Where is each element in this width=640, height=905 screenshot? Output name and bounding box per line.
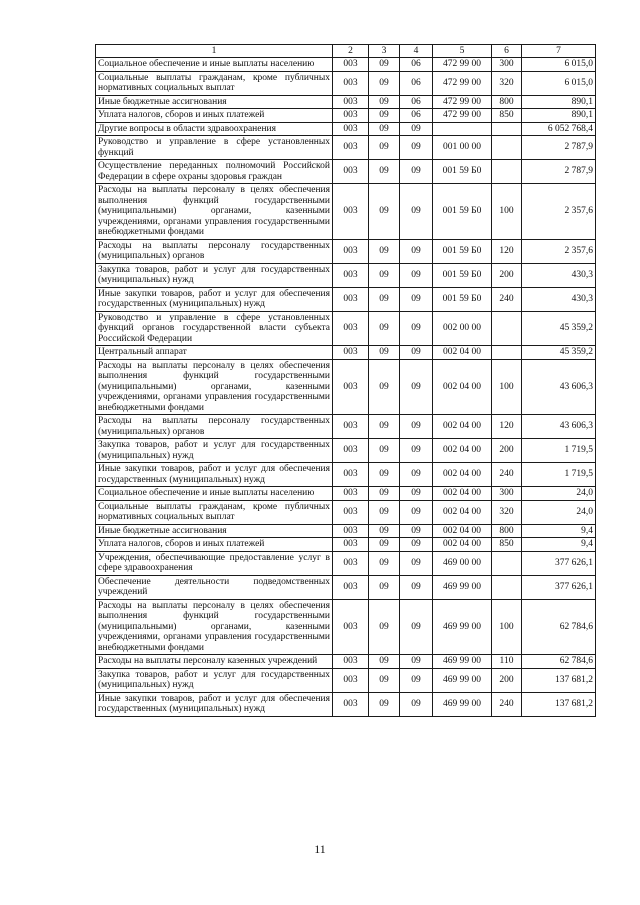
row-admin-code-cell: 003: [333, 463, 369, 487]
table-row: [96, 524, 596, 538]
row-admin-code-cell: 003: [333, 287, 369, 311]
row-section-cell: 09: [369, 346, 400, 360]
row-expense-type-cell: 850: [492, 109, 522, 123]
row-admin-code-cell: 003: [333, 109, 369, 123]
row-amount-cell: 377 626,1: [522, 575, 596, 599]
table-row: [96, 263, 596, 287]
table-row: [96, 487, 596, 501]
row-section-cell: 09: [369, 160, 400, 184]
row-amount-cell: 377 626,1: [522, 551, 596, 575]
row-target-article-cell: 472 99 00: [433, 109, 492, 123]
row-section-cell: 09: [369, 538, 400, 552]
row-admin-code-cell: 003: [333, 692, 369, 716]
row-section-cell: 09: [369, 58, 400, 72]
row-name-cell: Иные бюджетные ассигнования: [96, 95, 333, 109]
row-name-cell: Расходы на выплаты персоналу в целях обеспечения выполнения функций государственными (муниципальными) органами, казенными учреждениями, органами управления государственными внебюджетными фондами: [96, 184, 333, 240]
row-subsection-cell: 09: [400, 415, 433, 439]
row-amount-cell: 24,0: [522, 487, 596, 501]
row-expense-type-cell: 120: [492, 239, 522, 263]
row-section-cell: 09: [369, 122, 400, 136]
row-subsection-cell: 09: [400, 668, 433, 692]
row-target-article-cell: 002 04 00: [433, 415, 492, 439]
row-amount-cell: 6 052 768,4: [522, 122, 596, 136]
row-expense-type-cell: 320: [492, 71, 522, 95]
row-admin-code-cell: 003: [333, 487, 369, 501]
row-admin-code-cell: 003: [333, 136, 369, 160]
row-expense-type-cell: 240: [492, 463, 522, 487]
row-admin-code-cell: 003: [333, 263, 369, 287]
row-section-cell: 09: [369, 263, 400, 287]
row-admin-code-cell: 003: [333, 655, 369, 669]
row-amount-cell: 890,1: [522, 109, 596, 123]
row-admin-code-cell: 003: [333, 439, 369, 463]
row-target-article-cell: 001 59 Б0: [433, 239, 492, 263]
row-target-article-cell: 472 99 00: [433, 71, 492, 95]
row-subsection-cell: 09: [400, 122, 433, 136]
row-admin-code-cell: 003: [333, 538, 369, 552]
row-expense-type-cell: 800: [492, 95, 522, 109]
row-amount-cell: 62 784,6: [522, 655, 596, 669]
row-section-cell: 09: [369, 287, 400, 311]
row-name-cell: Расходы на выплаты персоналу государственных (муниципальных) органов: [96, 415, 333, 439]
row-name-cell: Социальные выплаты гражданам, кроме публичных нормативных социальных выплат: [96, 500, 333, 524]
row-name-cell: Уплата налогов, сборов и иных платежей: [96, 109, 333, 123]
row-amount-cell: 137 681,2: [522, 692, 596, 716]
table-row: [96, 692, 596, 716]
row-admin-code-cell: 003: [333, 95, 369, 109]
row-expense-type-cell: [492, 136, 522, 160]
table-row: [96, 136, 596, 160]
table-row: [96, 160, 596, 184]
row-name-cell: Центральный аппарат: [96, 346, 333, 360]
row-name-cell: Обеспечение деятельности подведомственных учреждений: [96, 575, 333, 599]
header-col-5: 5: [433, 45, 492, 58]
row-amount-cell: 2 357,6: [522, 239, 596, 263]
row-subsection-cell: 09: [400, 463, 433, 487]
row-amount-cell: 6 015,0: [522, 71, 596, 95]
row-target-article-cell: 469 99 00: [433, 575, 492, 599]
row-amount-cell: 62 784,6: [522, 599, 596, 655]
table-row: [96, 538, 596, 552]
row-expense-type-cell: 100: [492, 359, 522, 415]
row-admin-code-cell: 003: [333, 184, 369, 240]
row-section-cell: 09: [369, 500, 400, 524]
table-row: [96, 109, 596, 123]
row-admin-code-cell: 003: [333, 311, 369, 346]
table-row: [96, 575, 596, 599]
row-section-cell: 09: [369, 599, 400, 655]
row-target-article-cell: 002 04 00: [433, 500, 492, 524]
table-row: [96, 311, 596, 346]
row-target-article-cell: 002 04 00: [433, 463, 492, 487]
row-subsection-cell: 09: [400, 487, 433, 501]
row-section-cell: 09: [369, 109, 400, 123]
row-target-article-cell: 469 99 00: [433, 599, 492, 655]
row-section-cell: 09: [369, 136, 400, 160]
header-col-4: 4: [400, 45, 433, 58]
row-expense-type-cell: 100: [492, 599, 522, 655]
row-target-article-cell: 469 99 00: [433, 668, 492, 692]
row-subsection-cell: 09: [400, 500, 433, 524]
row-target-article-cell: 001 59 Б0: [433, 184, 492, 240]
row-expense-type-cell: 200: [492, 668, 522, 692]
row-subsection-cell: 09: [400, 239, 433, 263]
row-subsection-cell: 09: [400, 551, 433, 575]
row-name-cell: Уплата налогов, сборов и иных платежей: [96, 538, 333, 552]
header-col-1: 1: [96, 45, 333, 58]
table-row: [96, 184, 596, 240]
table-row: [96, 359, 596, 415]
row-name-cell: Расходы на выплаты персоналу в целях обеспечения выполнения функций государственными (муниципальными) органами, казенными учреждениями, органами управления государственными внебюджетными фондами: [96, 599, 333, 655]
table-row: [96, 58, 596, 72]
row-admin-code-cell: 003: [333, 551, 369, 575]
row-target-article-cell: 002 04 00: [433, 346, 492, 360]
row-name-cell: Закупка товаров, работ и услуг для государственных (муниципальных) нужд: [96, 439, 333, 463]
row-amount-cell: 2 787,9: [522, 136, 596, 160]
row-subsection-cell: 09: [400, 287, 433, 311]
row-name-cell: Закупка товаров, работ и услуг для государственных (муниципальных) нужд: [96, 263, 333, 287]
row-name-cell: Иные закупки товаров, работ и услуг для обеспечения государственных (муниципальных) нужд: [96, 463, 333, 487]
budget-table: [95, 44, 596, 717]
row-name-cell: Расходы на выплаты персоналу государственных (муниципальных) органов: [96, 239, 333, 263]
row-target-article-cell: 002 04 00: [433, 439, 492, 463]
row-admin-code-cell: 003: [333, 359, 369, 415]
row-section-cell: 09: [369, 439, 400, 463]
row-name-cell: Социальное обеспечение и иные выплаты населению: [96, 487, 333, 501]
row-expense-type-cell: [492, 311, 522, 346]
row-expense-type-cell: [492, 122, 522, 136]
row-subsection-cell: 09: [400, 692, 433, 716]
row-amount-cell: 2 787,9: [522, 160, 596, 184]
row-name-cell: Руководство и управление в сфере установленных функций органов государственной власти субъекта Российской Федерации: [96, 311, 333, 346]
header-col-3: 3: [369, 45, 400, 58]
row-target-article-cell: 472 99 00: [433, 95, 492, 109]
table-row: [96, 439, 596, 463]
row-amount-cell: 890,1: [522, 95, 596, 109]
row-admin-code-cell: 003: [333, 500, 369, 524]
row-subsection-cell: 09: [400, 655, 433, 669]
row-subsection-cell: 09: [400, 311, 433, 346]
row-expense-type-cell: [492, 551, 522, 575]
row-section-cell: 09: [369, 575, 400, 599]
table-row: [96, 287, 596, 311]
row-subsection-cell: 09: [400, 346, 433, 360]
row-name-cell: Учреждения, обеспечивающие предоставление услуг в сфере здравоохранения: [96, 551, 333, 575]
table-row: [96, 415, 596, 439]
row-target-article-cell: [433, 122, 492, 136]
row-amount-cell: 24,0: [522, 500, 596, 524]
row-expense-type-cell: [492, 160, 522, 184]
row-name-cell: Иные закупки товаров, работ и услуг для обеспечения государственных (муниципальных) нужд: [96, 692, 333, 716]
row-admin-code-cell: 003: [333, 122, 369, 136]
row-section-cell: 09: [369, 524, 400, 538]
row-name-cell: Социальные выплаты гражданам, кроме публичных нормативных социальных выплат: [96, 71, 333, 95]
row-section-cell: 09: [369, 71, 400, 95]
row-name-cell: Социальное обеспечение и иные выплаты населению: [96, 58, 333, 72]
table-row: [96, 95, 596, 109]
row-expense-type-cell: 320: [492, 500, 522, 524]
row-admin-code-cell: 003: [333, 239, 369, 263]
row-section-cell: 09: [369, 95, 400, 109]
row-section-cell: 09: [369, 359, 400, 415]
row-expense-type-cell: 240: [492, 692, 522, 716]
row-name-cell: Другие вопросы в области здравоохранения: [96, 122, 333, 136]
row-amount-cell: 9,4: [522, 538, 596, 552]
row-target-article-cell: 472 99 00: [433, 58, 492, 72]
row-name-cell: Осуществление переданных полномочий Российской Федерации в сфере охраны здоровья граждан: [96, 160, 333, 184]
row-subsection-cell: 09: [400, 359, 433, 415]
row-admin-code-cell: 003: [333, 415, 369, 439]
table-row: [96, 239, 596, 263]
row-amount-cell: 2 357,6: [522, 184, 596, 240]
table-row: [96, 655, 596, 669]
row-admin-code-cell: 003: [333, 71, 369, 95]
row-target-article-cell: 001 00 00: [433, 136, 492, 160]
row-target-article-cell: 002 04 00: [433, 487, 492, 501]
header-col-7: 7: [522, 45, 596, 58]
row-amount-cell: 9,4: [522, 524, 596, 538]
row-admin-code-cell: 003: [333, 668, 369, 692]
row-target-article-cell: 002 04 00: [433, 538, 492, 552]
row-amount-cell: 430,3: [522, 263, 596, 287]
row-target-article-cell: 001 59 Б0: [433, 263, 492, 287]
row-section-cell: 09: [369, 415, 400, 439]
row-expense-type-cell: 120: [492, 415, 522, 439]
row-section-cell: 09: [369, 655, 400, 669]
row-name-cell: Расходы на выплаты персоналу в целях обеспечения выполнения функций государственными (муниципальными) органами, казенными учреждениями, органами управления государственными внебюджетными фондами: [96, 359, 333, 415]
row-expense-type-cell: 800: [492, 524, 522, 538]
table-row: [96, 668, 596, 692]
row-subsection-cell: 09: [400, 263, 433, 287]
row-amount-cell: 1 719,5: [522, 463, 596, 487]
header-row: [96, 45, 596, 58]
row-section-cell: 09: [369, 463, 400, 487]
row-amount-cell: 43 606,3: [522, 415, 596, 439]
row-expense-type-cell: 300: [492, 487, 522, 501]
row-name-cell: Иные закупки товаров, работ и услуг для обеспечения государственных (муниципальных) нужд: [96, 287, 333, 311]
row-target-article-cell: 002 04 00: [433, 359, 492, 415]
row-amount-cell: 45 359,2: [522, 346, 596, 360]
table-row: [96, 71, 596, 95]
row-target-article-cell: 001 59 Б0: [433, 287, 492, 311]
row-section-cell: 09: [369, 311, 400, 346]
row-subsection-cell: 09: [400, 524, 433, 538]
row-subsection-cell: 06: [400, 58, 433, 72]
row-expense-type-cell: 110: [492, 655, 522, 669]
row-admin-code-cell: 003: [333, 58, 369, 72]
row-amount-cell: 430,3: [522, 287, 596, 311]
row-subsection-cell: 09: [400, 160, 433, 184]
table-row: [96, 500, 596, 524]
row-target-article-cell: 002 04 00: [433, 524, 492, 538]
row-section-cell: 09: [369, 692, 400, 716]
table-row: [96, 346, 596, 360]
row-amount-cell: 45 359,2: [522, 311, 596, 346]
header-col-2: 2: [333, 45, 369, 58]
row-target-article-cell: 469 99 00: [433, 655, 492, 669]
row-section-cell: 09: [369, 551, 400, 575]
table-row: [96, 551, 596, 575]
row-amount-cell: 6 015,0: [522, 58, 596, 72]
table-body: [96, 58, 596, 717]
row-amount-cell: 43 606,3: [522, 359, 596, 415]
row-subsection-cell: 06: [400, 95, 433, 109]
row-expense-type-cell: 100: [492, 184, 522, 240]
table-row: [96, 122, 596, 136]
row-expense-type-cell: [492, 575, 522, 599]
row-subsection-cell: 06: [400, 71, 433, 95]
row-expense-type-cell: [492, 346, 522, 360]
row-section-cell: 09: [369, 239, 400, 263]
row-target-article-cell: 469 00 00: [433, 551, 492, 575]
row-expense-type-cell: 850: [492, 538, 522, 552]
row-expense-type-cell: 300: [492, 58, 522, 72]
row-name-cell: Иные бюджетные ассигнования: [96, 524, 333, 538]
row-subsection-cell: 09: [400, 538, 433, 552]
row-admin-code-cell: 003: [333, 524, 369, 538]
row-section-cell: 09: [369, 668, 400, 692]
row-admin-code-cell: 003: [333, 346, 369, 360]
row-admin-code-cell: 003: [333, 599, 369, 655]
row-admin-code-cell: 003: [333, 575, 369, 599]
row-subsection-cell: 09: [400, 184, 433, 240]
row-subsection-cell: 09: [400, 439, 433, 463]
page-number: 11: [314, 842, 326, 856]
row-expense-type-cell: 200: [492, 439, 522, 463]
row-name-cell: Руководство и управление в сфере установленных функций: [96, 136, 333, 160]
row-target-article-cell: 469 99 00: [433, 692, 492, 716]
row-subsection-cell: 09: [400, 136, 433, 160]
row-name-cell: Расходы на выплаты персоналу казенных учреждений: [96, 655, 333, 669]
row-amount-cell: 137 681,2: [522, 668, 596, 692]
table-row: [96, 463, 596, 487]
row-subsection-cell: 06: [400, 109, 433, 123]
row-admin-code-cell: 003: [333, 160, 369, 184]
row-amount-cell: 1 719,5: [522, 439, 596, 463]
row-subsection-cell: 09: [400, 599, 433, 655]
row-target-article-cell: 001 59 Б0: [433, 160, 492, 184]
header-col-6: 6: [492, 45, 522, 58]
row-section-cell: 09: [369, 184, 400, 240]
row-expense-type-cell: 200: [492, 263, 522, 287]
table-header: [96, 45, 596, 58]
table-row: [96, 599, 596, 655]
row-target-article-cell: 002 00 00: [433, 311, 492, 346]
row-section-cell: 09: [369, 487, 400, 501]
row-subsection-cell: 09: [400, 575, 433, 599]
row-name-cell: Закупка товаров, работ и услуг для государственных (муниципальных) нужд: [96, 668, 333, 692]
row-expense-type-cell: 240: [492, 287, 522, 311]
